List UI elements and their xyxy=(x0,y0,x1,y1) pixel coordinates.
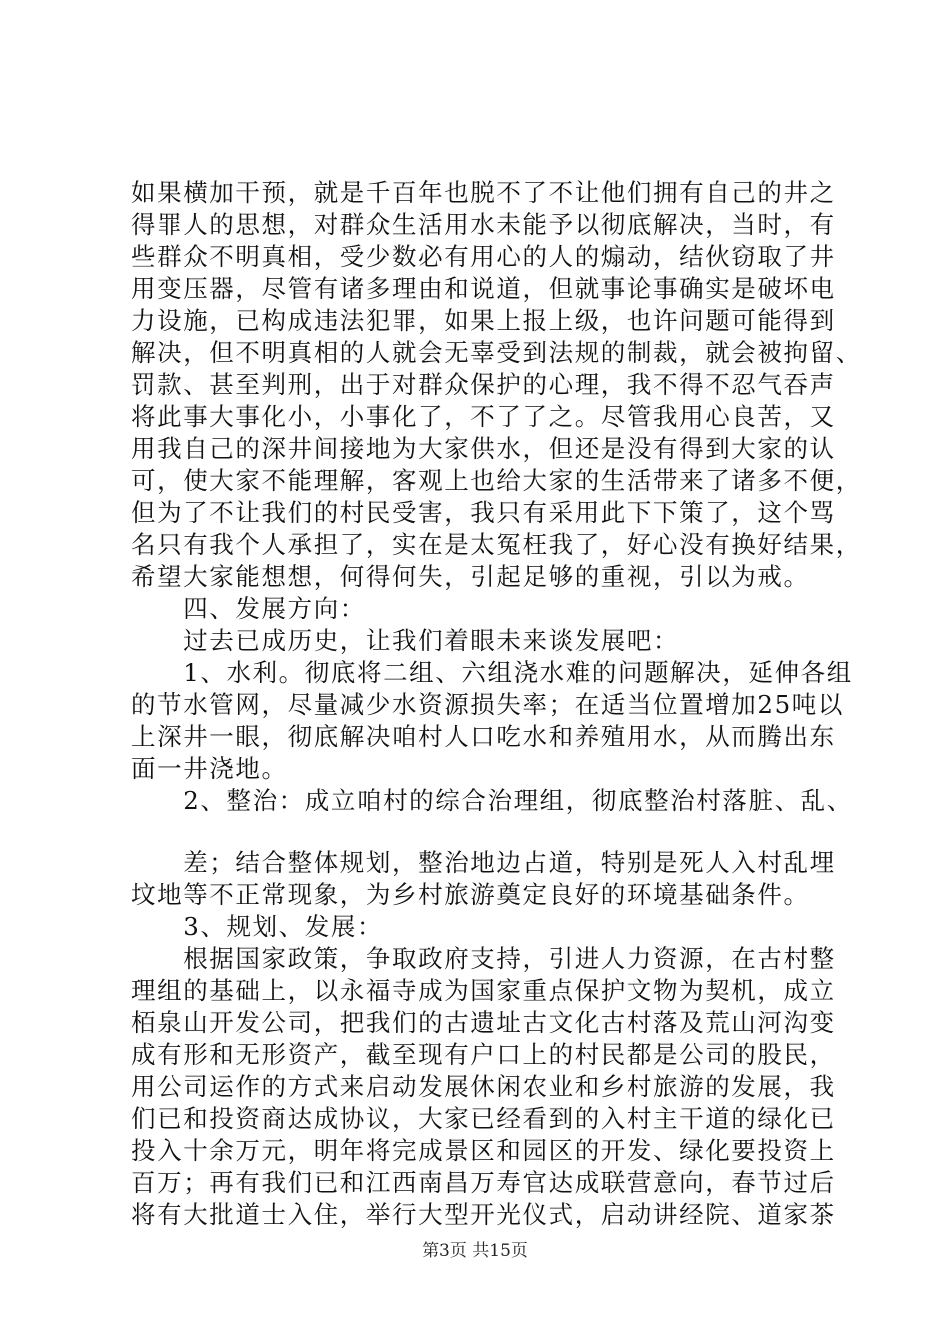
text-line: 差；结合整体规划，整治地边占道，特别是死人入村乱埋 xyxy=(131,848,836,877)
text-line: 的节水管网，尽量减少水资源损失率；在适当位置增加25吨以 xyxy=(131,690,844,719)
text-line: 3、规划、发展： xyxy=(131,912,384,941)
text-line: 坟地等不正常现象，为乡村旅游奠定良好的环境基础条件。 xyxy=(131,880,810,909)
text-line: 用我自己的深井间接地为大家供水，但还是没有得到大家的认 xyxy=(131,434,836,463)
text-line: 可，使大家不能理解，客观上也给大家的生活带来了诸多不便， xyxy=(131,466,862,495)
page-footer: 第3页 共15页 xyxy=(422,1241,528,1261)
text-line: 得罪人的思想，对群众生活用水未能予以彻底解决，当时，有 xyxy=(131,210,836,239)
text-line: 面一井浇地。 xyxy=(131,754,288,783)
text-line: 1、水利。彻底将二组、六组浇水难的问题解决，延伸各组 xyxy=(131,658,853,687)
text-line: 希望大家能想想，何得何失，引起足够的重视，引以为戒。 xyxy=(131,562,810,591)
text-line: 名只有我个人承担了，实在是太冤枉我了，好心没有换好结果， xyxy=(131,530,862,559)
text-line: 将此事大事化小，小事化了，不了了之。尽管我用心良苦，又 xyxy=(131,402,836,431)
text-line: 过去已成历史，让我们着眼未来谈发展吧： xyxy=(131,626,680,655)
text-line: 解决，但不明真相的人就会无辜受到法规的制裁，就会被拘留、 xyxy=(131,338,862,367)
text-line: 栢泉山开发公司，把我们的古遗址古文化古村落及荒山河沟变 xyxy=(131,1008,836,1037)
text-line: 用公司运作的方式来启动发展休闲农业和乡村旅游的发展，我 xyxy=(131,1072,836,1101)
text-line: 上深井一眼，彻底解决咱村人口吃水和养殖用水，从而腾出东 xyxy=(131,722,836,751)
text-line: 四、发展方向： xyxy=(131,594,366,623)
text-line: 成有形和无形资产，截至现有户口上的村民都是公司的股民， xyxy=(131,1040,836,1069)
text-line: 力设施，已构成违法犯罪，如果上报上级，也许问题可能得到 xyxy=(131,306,836,335)
text-line: 理组的基础上，以永福寺成为国家重点保护文物为契机，成立 xyxy=(131,976,836,1005)
text-line: 投入十余万元，明年将完成景区和园区的开发、绿化要投资上 xyxy=(131,1136,836,1165)
text-line: 用变压器，尽管有诸多理由和说道，但就事论事确实是破坏电 xyxy=(131,274,836,303)
text-line: 们已和投资商达成协议，大家已经看到的入村主干道的绿化已 xyxy=(131,1104,836,1133)
text-line: 百万；再有我们已和江西南昌万寿官达成联营意向，春节过后 xyxy=(131,1168,836,1197)
text-line: 2、整治：成立咱村的综合治理组，彻底整治村落脏、乱、 xyxy=(131,786,853,815)
text-line: 但为了不让我们的村民受害，我只有采用此下下策了，这个骂 xyxy=(131,498,836,527)
text-line: 如果横加干预，就是千百年也脱不了不让他们拥有自己的井之 xyxy=(131,178,836,207)
text-line: 将有大批道士入住，举行大型开光仪式，启动讲经院、道家茶 xyxy=(131,1200,836,1229)
text-line: 些群众不明真相，受少数必有用心的人的煽动，结伙窃取了井 xyxy=(131,242,836,271)
text-line: 根据国家政策，争取政府支持，引进人力资源，在古村整 xyxy=(131,944,836,973)
text-line: 罚款、甚至判刑，出于对群众保护的心理，我不得不忍气吞声 xyxy=(131,370,836,399)
